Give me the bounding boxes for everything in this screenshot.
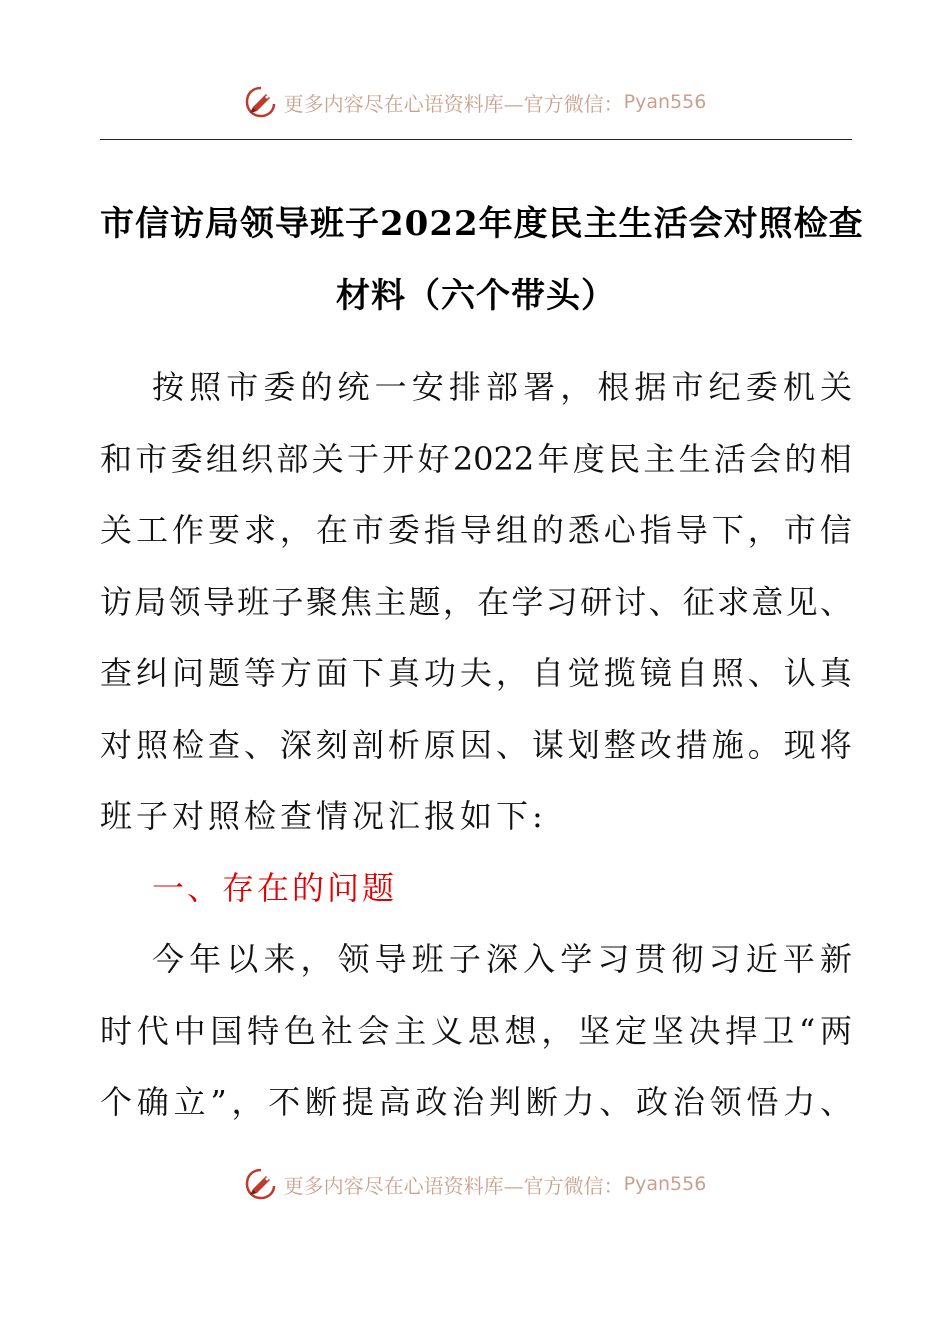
banner-wechat-id: Pyan556 <box>623 91 707 113</box>
paragraph-line: 对 照 检 查 、 深 刻 剖 析 原 因 、 谋 划 整 改 措 施 。 现 将 <box>100 725 852 764</box>
footer-banner <box>0 1164 950 1204</box>
paragraph-line: 访 局 领 导 班 子 聚 焦 主 题 ， 在 学 习 研 讨 、 征 求 意 见 、 <box>100 582 852 621</box>
banner-text-cn: 更多内容尽在心语资料库—官方微信： <box>283 91 624 116</box>
paragraph-line: 时 代 中 国 特 色 社 会 主 义 思 想 ， 坚 定 坚 决 捍 卫 “ 两 <box>100 1011 852 1050</box>
banner-text-cn: 更多内容尽在心语资料库—官方微信： <box>283 1173 624 1198</box>
paragraph-line: 查 纠 问 题 等 方 面 下 真 功 夫 ， 自 觉 揽 镜 自 照 、 认 真 <box>100 654 852 692</box>
paragraph-line: 今 年 以 来 ， 领 导 班 子 深 入 学 习 贯 彻 习 近 平 新 <box>152 940 852 978</box>
document-body <box>100 352 852 1139</box>
section-heading: 一、存在的问题 <box>152 868 398 907</box>
paragraph-line: 和 市 委 组 织 部 关 于 开 好 2022 年 度 民 主 生 活 会 的 相 <box>100 439 852 478</box>
header-divider <box>100 139 852 140</box>
paragraph-line: 按 照 市 委 的 统 一 安 排 部 署 ， 根 据 市 纪 委 机 关 <box>152 368 852 406</box>
banner-wechat-id: Pyan556 <box>623 1173 707 1195</box>
paragraph-line: 关 工 作 要 求 ， 在 市 委 指 导 组 的 悉 心 指 导 下 ， 市 信 <box>100 511 852 549</box>
fountain-pen-swirl-icon <box>244 1167 278 1201</box>
paragraph-line: 个 确 立 ” ， 不 断 提 高 政 治 判 断 力 、 政 治 领 悟 力 、 <box>100 1083 852 1121</box>
document-title-line-1: 市信访局领导班子2022年度民主生活会对照检查 <box>100 204 864 244</box>
paragraph-line: 班子对照检查情况汇报如下: <box>100 797 547 835</box>
document-title-line-2: 材料（六个带头） <box>336 276 616 316</box>
header-banner <box>0 82 950 122</box>
fountain-pen-swirl-icon <box>244 85 278 119</box>
banner-text <box>284 1170 707 1199</box>
banner-text <box>284 88 707 117</box>
